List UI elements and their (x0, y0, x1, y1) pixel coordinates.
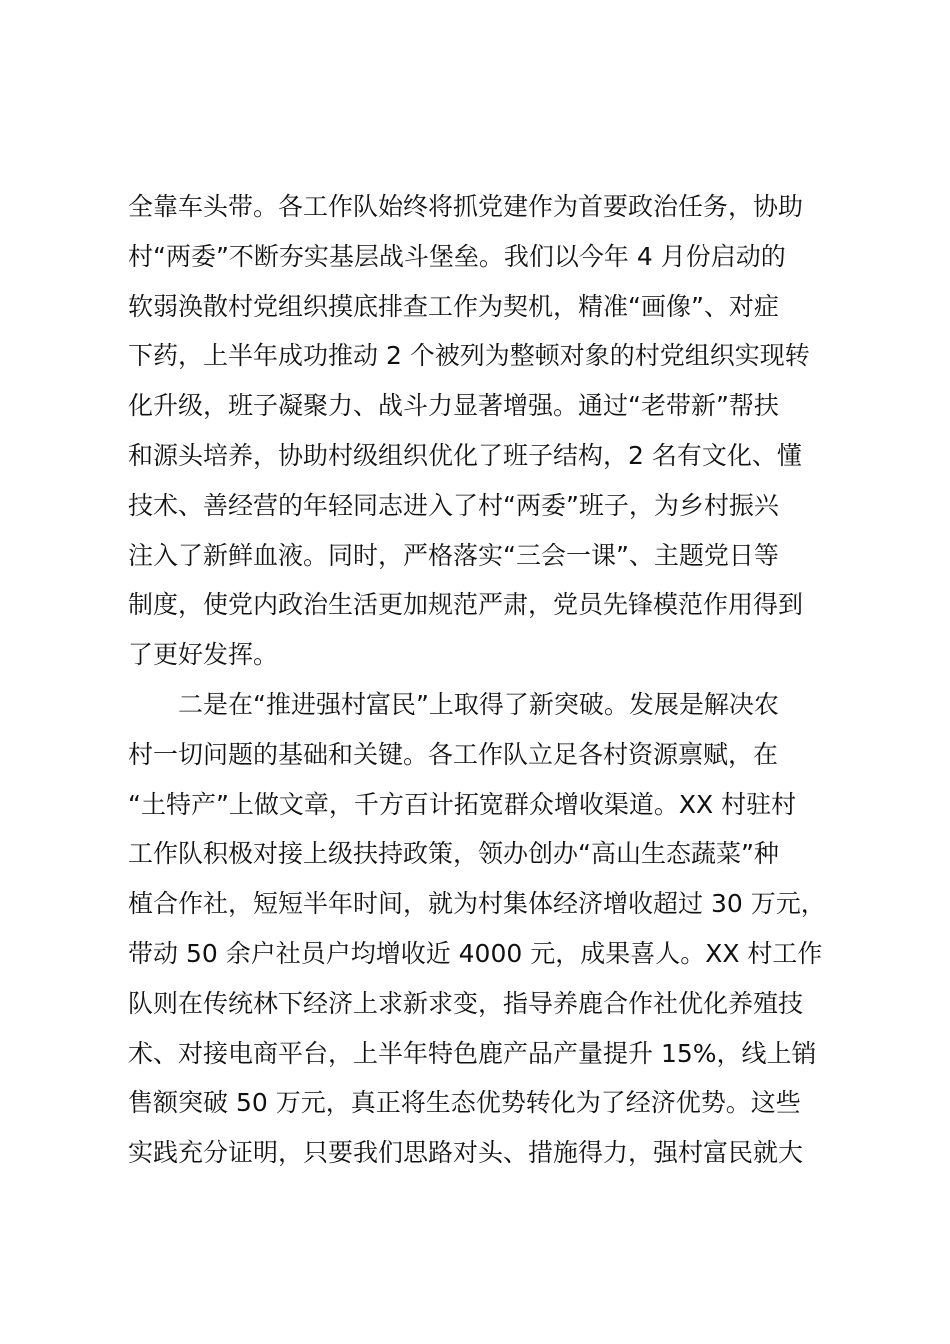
text-line: 和源头培养，协助村级组织优化了班子结构，2 名有文化、懂 (128, 440, 802, 470)
document-body (128, 182, 832, 1178)
text-line: 软弱涣散村党组织摸底排查工作为契机，精准“画像”、对症 (128, 291, 779, 321)
text-line: 下药，上半年成功推动 2 个被列为整顿对象的村党组织实现转 (128, 341, 810, 371)
text-line: 村一切问题的基础和关键。各工作队立足各村资源禀赋，在 (128, 739, 779, 769)
text-line: “土特产”上做文章，千方百计拓宽群众增收渠道。XX 村驻村 (128, 789, 797, 819)
text-line: 术、对接电商平台，上半年特色鹿产品产量提升 15%，线上销 (128, 1038, 817, 1068)
text-line-indented: 二是在“推进强村富民”上取得了新突破。发展是解决农 (178, 689, 779, 719)
text-line: 了更好发挥。 (128, 640, 279, 670)
text-line: 工作队积极对接上级扶持政策，领办创办“高山生态蔬菜”种 (128, 839, 779, 869)
text-line: 植合作社，短短半年时间，就为村集体经济增收超过 30 万元， (128, 889, 826, 919)
text-line: 售额突破 50 万元，真正将生态优势转化为了经济优势。这些 (128, 1088, 801, 1118)
text-line: 化升级，班子凝聚力、战斗力显著增强。通过“老带新”帮扶 (128, 391, 779, 421)
text-line: 制度，使党内政治生活更加规范严肃，党员先锋模范作用得到 (128, 590, 804, 620)
text-line: 实践充分证明，只要我们思路对头、措施得力，强村富民就大 (128, 1138, 804, 1168)
text-line: 技术、善经营的年轻同志进入了村“两委”班子，为乡村振兴 (128, 490, 779, 520)
text-line: 带动 50 余户社员户均增收近 4000 元，成果喜人。XX 村工作 (128, 938, 823, 968)
text-line: 村“两委”不断夯实基层战斗堡垒。我们以今年 4 月份启动的 (128, 241, 786, 271)
text-line: 队则在传统林下经济上求新求变，指导养鹿合作社优化养殖技 (128, 988, 804, 1018)
text-line: 注入了新鲜血液。同时，严格落实“三会一课”、主题党日等 (128, 540, 779, 570)
paragraph-party-building (128, 182, 832, 680)
paragraph-strong-village (128, 680, 832, 1178)
text-line: 全靠车头带。各工作队始终将抓党建作为首要政治任务，协助 (128, 192, 804, 221)
